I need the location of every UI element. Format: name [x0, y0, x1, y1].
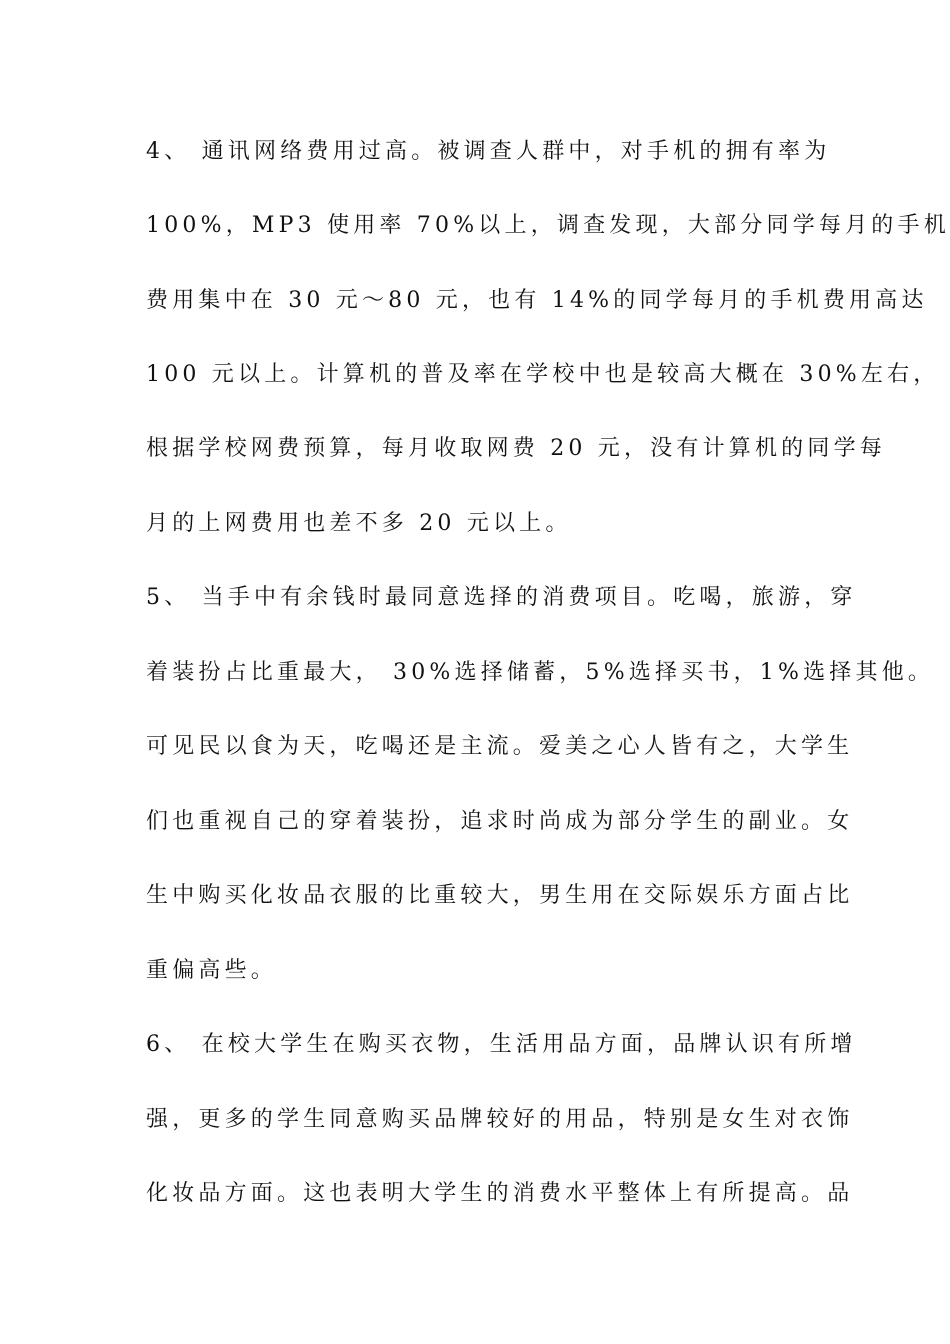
text-line: 们也重视自己的穿着装扮，追求时尚成为部分学生的副业。女: [146, 809, 854, 834]
text-line: 4、 通讯网络费用过高。被调查人群中，对手机的拥有率为: [146, 139, 831, 164]
text-line: 月的上网费用也差不多 20 元以上。: [146, 511, 572, 536]
text-line: 化妆品方面。这也表明大学生的消费水平整体上有所提高。品: [146, 1181, 854, 1206]
text-line: 5、 当手中有余钱时最同意选择的消费项目。吃喝，旅游，穿: [146, 585, 857, 610]
text-line: 100 元以上。计算机的普及率在学校中也是较高大概在 30%左右，: [146, 362, 940, 387]
text-line: 费用集中在 30 元～80 元，也有 14%的同学每月的手机费用高达: [146, 288, 928, 313]
text-line: 强，更多的学生同意购买品牌较好的用品，特别是女生对衣饰: [146, 1107, 854, 1132]
text-line: 着装扮占比重最大， 30%选择储蓄，5%选择买书，1%选择其他。: [146, 660, 935, 685]
text-line: 根据学校网费预算，每月收取网费 20 元，没有计算机的同学每: [146, 436, 886, 461]
text-line: 6、 在校大学生在购买衣物，生活用品方面，品牌认识有所增: [146, 1032, 857, 1057]
text-line: 100%，MP3 使用率 70%以上，调查发现，大部分同学每月的手机: [146, 213, 950, 238]
text-line: 生中购买化妆品衣服的比重较大，男生用在交际娱乐方面占比: [146, 883, 854, 908]
text-line: 重偏高些。: [146, 958, 278, 983]
text-line: 可见民以食为天，吃喝还是主流。爱美之心人皆有之，大学生: [146, 734, 854, 759]
